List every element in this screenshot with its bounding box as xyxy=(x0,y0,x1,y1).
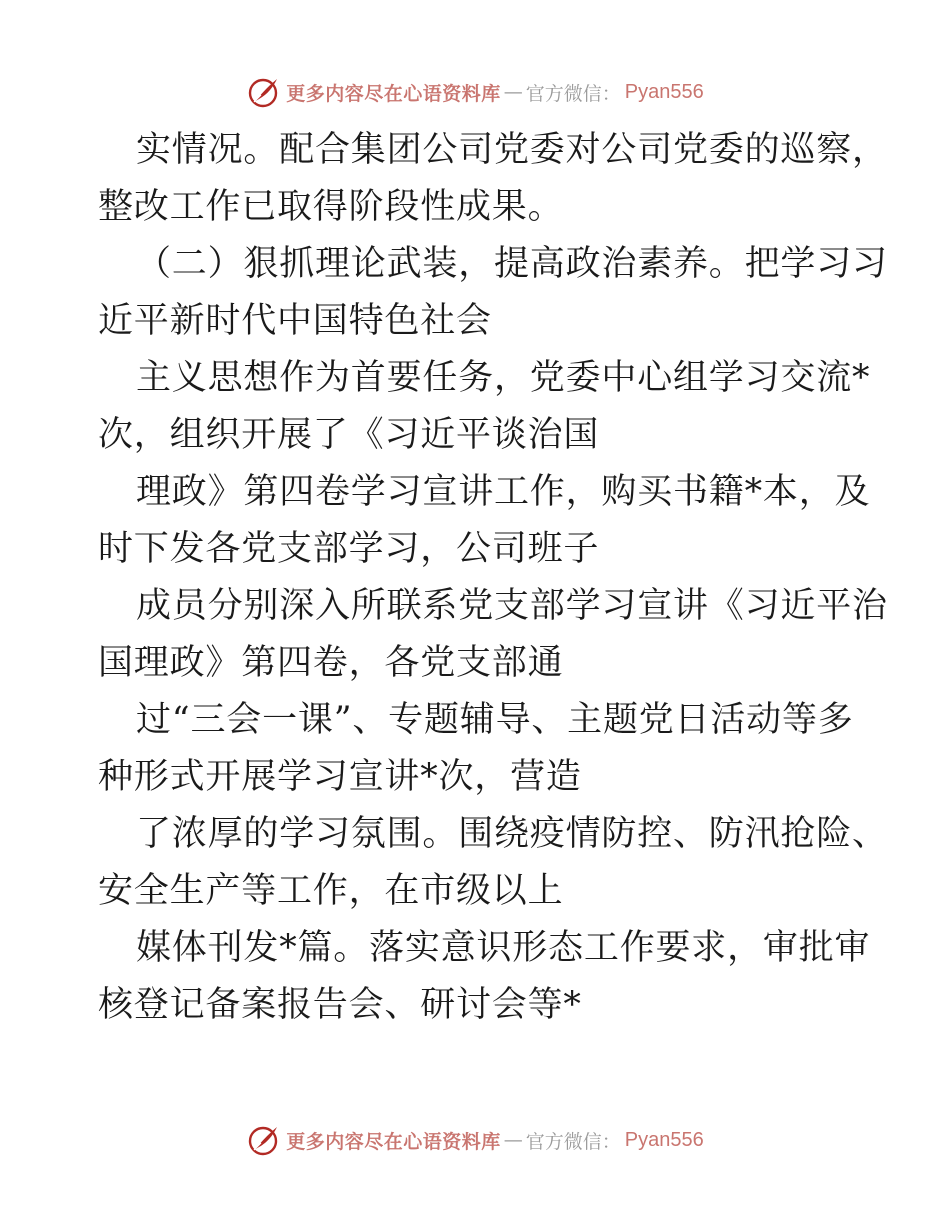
watermark-separator: — xyxy=(503,81,523,103)
text-line: 主义思想作为首要任务，党委中心组学习交流* xyxy=(136,358,871,398)
watermark-label: 官方微信： xyxy=(525,1130,621,1153)
text-line: 时下发各党支部学习，公司班子 xyxy=(98,529,600,569)
watermark-separator: — xyxy=(503,1129,523,1151)
text-line: 理政》第四卷学习宣讲工作，购买书籍*本，及 xyxy=(136,472,871,512)
text-line: 过“三会一课”、专题辅导、主题党日活动等多 xyxy=(136,700,854,740)
watermark-text: 更多内容尽在心语资料库 xyxy=(286,1130,501,1153)
text-line: 安全生产等工作，在市级以上 xyxy=(98,871,564,911)
document-body xyxy=(98,122,888,1034)
watermark-wechat-id: Pyan556 xyxy=(624,80,704,103)
text-line: 核登记备案报告会、研讨会等* xyxy=(98,985,582,1025)
text-line: 了浓厚的学习氛围。围绕疫情防控、防汛抢险、 xyxy=(136,814,888,854)
text-line: 整改工作已取得阶段性成果。 xyxy=(98,187,564,227)
text-line: 次，组织开展了《习近平谈治国 xyxy=(98,415,600,455)
text-line: 实情况。配合集团公司党委对公司党委的巡察， xyxy=(136,130,888,170)
quill-logo-icon xyxy=(246,74,282,110)
footer-watermark xyxy=(0,1120,950,1160)
watermark-wechat-id: Pyan556 xyxy=(624,1128,704,1151)
text-line: 媒体刊发*篇。落实意识形态工作要求，审批审 xyxy=(136,928,871,968)
text-line: 近平新时代中国特色社会 xyxy=(98,301,492,341)
watermark-label: 官方微信： xyxy=(525,82,621,105)
text-line: 国理政》第四卷，各党支部通 xyxy=(98,643,564,683)
text-line: （二）狠抓理论武装，提高政治素养。把学习习 xyxy=(136,244,888,284)
watermark-text: 更多内容尽在心语资料库 xyxy=(286,82,501,105)
text-line: 种形式开展学习宣讲*次，营造 xyxy=(98,757,582,797)
text-line: 成员分别深入所联系党支部学习宣讲《习近平治 xyxy=(136,586,888,626)
header-watermark xyxy=(0,72,950,112)
quill-logo-icon xyxy=(246,1122,282,1158)
